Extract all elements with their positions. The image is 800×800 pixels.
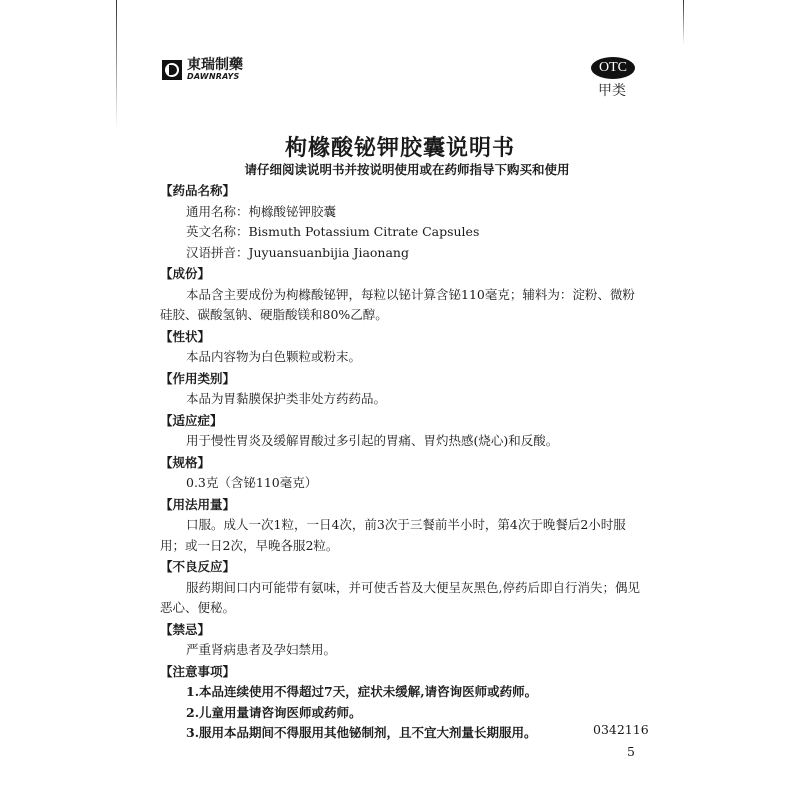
description-text: 本品内容物为白色颗粒或粉末。 <box>186 349 362 364</box>
precaution-item: 3.服用本品期间不得服用其他铋制剂，且不宜大剂量长期服用。 <box>186 725 537 740</box>
section-heading-contraindications: 【禁忌】 <box>160 621 211 637</box>
specification-text: 0.3克（含铋110毫克） <box>186 475 318 490</box>
document-title: 枸橼酸铋钾胶囊说明书 <box>284 136 515 161</box>
section-heading-specification: 【规格】 <box>160 454 211 470</box>
otc-badge: OTC <box>591 57 635 79</box>
contraindications-text: 严重肾病患者及孕妇禁用。 <box>186 642 337 657</box>
precaution-item: 1.本品连续使用不得超过7天，症状未缓解,请咨询医师或药师。 <box>186 684 538 699</box>
dosage-text: 口服。成人一次1粒，一日4次，前3次于三餐前半小时，第4次于晚餐后2小时服用；或一日2次，早晚各服2粒。 <box>160 517 626 553</box>
otc-class-label: 甲类 <box>598 83 626 99</box>
brand-name-cn: 東瑞制藥 <box>187 57 243 73</box>
adverse-text: 服药期间口内可能带有氨味，并可使舌苔及大便呈灰黑色,停药后即自行消失；偶见恶心、便秘。 <box>160 579 640 615</box>
indications-text: 用于慢性胃炎及缓解胃酸过多引起的胃痛、胃灼热感(烧心)和反酸。 <box>186 433 559 448</box>
document-subtitle: 请仔细阅读说明书并按说明使用或在药师指导下购买和使用 <box>244 162 570 177</box>
section-heading-indications: 【适应症】 <box>160 412 223 428</box>
section-heading-category: 【作用类别】 <box>160 370 236 386</box>
page-number: 5 <box>627 744 635 759</box>
page-edge-left <box>116 0 117 130</box>
brand-name-en: DAWNRAYS <box>187 72 240 81</box>
section-heading-name: 【药品名称】 <box>160 183 236 198</box>
section-heading-adverse: 【不良反应】 <box>160 559 236 574</box>
generic-name: 通用名称：枸橼酸铋钾胶囊 <box>186 203 337 219</box>
ingredients-text: 本品含主要成份为枸橼酸铋钾，每粒以铋计算含铋110毫克；辅料为：淀粉、微粉硅胶、碳酸氢钠、硬脂酸镁和80%乙醇。 <box>160 286 635 322</box>
section-heading-description: 【性状】 <box>160 328 211 344</box>
document-code: 0342116 <box>593 722 649 737</box>
leaflet-body <box>160 180 640 744</box>
category-text: 本品为胃黏膜保护类非处方药药品。 <box>186 391 387 406</box>
brand-logo <box>162 58 243 81</box>
precaution-item: 2.儿童用量请咨询医师或药师。 <box>186 704 362 720</box>
section-heading-dosage: 【用法用量】 <box>160 496 236 512</box>
page-edge-right <box>683 0 684 45</box>
section-heading-precautions: 【注意事项】 <box>160 663 236 679</box>
pinyin-name: 汉语拼音：Juyuansuanbijia Jiaonang <box>186 244 409 260</box>
dawnrays-logo-icon <box>162 60 182 80</box>
english-name: 英文名称：Bismuth Potassium Citrate Capsules <box>186 224 480 239</box>
section-heading-ingredients: 【成份】 <box>160 266 211 281</box>
